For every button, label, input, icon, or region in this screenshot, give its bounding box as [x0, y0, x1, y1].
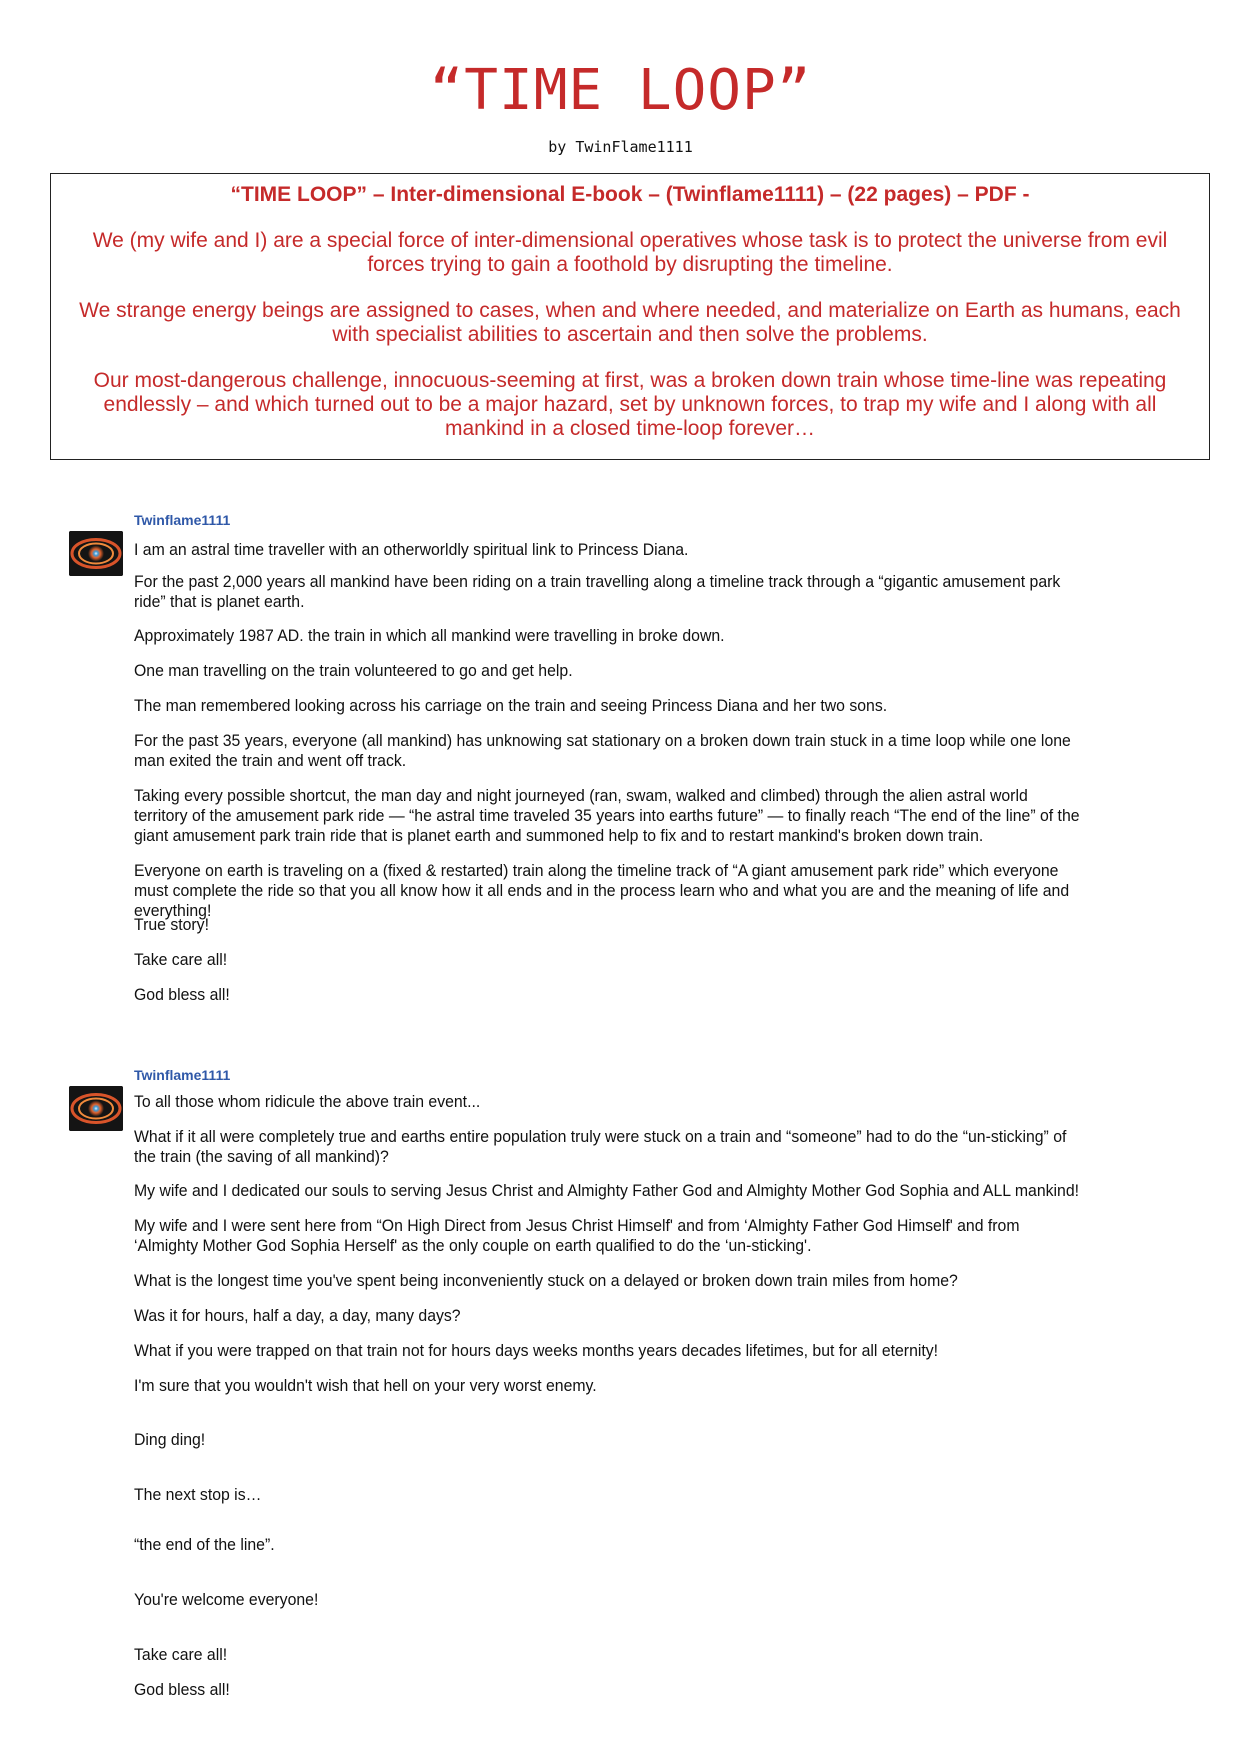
post-line: My wife and I dedicated our souls to serving Jesus Christ and Almighty Father God and Almighty Mother God Sophia and ALL mankind! [134, 1181, 1080, 1200]
post-line: Take care all! [134, 950, 228, 969]
post-line: Ding ding! [134, 1430, 206, 1449]
post-line: Taking every possible shortcut, the man day and night journeyed (ran, swam, walked and climbed) through the alien astral world territory of the amusement park ride — “he astral time traveled 35 years into earths future” — to finally reach “The end of the line” of the giant amusement park train ride that is planet earth and summoned help to fix and to restart mankind's broken down train. [134, 786, 1080, 845]
post-line: For the past 2,000 years all mankind have been riding on a train travelling along a timeline track through a “gigantic amusement park ride” that is planet earth. [134, 572, 1061, 611]
promo-heading: “TIME LOOP” – Inter-dimensional E-book – (Twinflame1111) – (22 pages) – PDF - [230, 183, 1030, 206]
post-line: Approximately 1987 AD. the train in which all mankind were travelling in broke down. [134, 626, 725, 645]
post-author[interactable]: Twinflame1111 [134, 512, 231, 528]
post-line: What if it all were completely true and earths entire population truly were stuck on a train and “someone” had to do the “un-sticking” of the train (the saving of all mankind)? [134, 1127, 1067, 1166]
post-author[interactable]: Twinflame1111 [134, 1067, 231, 1083]
nebula-avatar-icon[interactable] [69, 531, 123, 576]
post-line: To all those whom ridicule the above train event... [134, 1092, 481, 1111]
post-line: The man remembered looking across his carriage on the train and seeing Princess Diana and her two sons. [134, 696, 888, 715]
post-line: What if you were trapped on that train not for hours days weeks months years decades lifetimes, but for all eternity! [134, 1341, 939, 1360]
document-title: “TIME LOOP” [429, 58, 812, 123]
promo-paragraph: We (my wife and I) are a special force of inter-dimensional operatives whose task is to protect the universe from evil forces trying to gain a foothold by disrupting the timeline. [92, 229, 1168, 276]
post-line: True story! [134, 915, 209, 934]
post-line: You're welcome everyone! [134, 1590, 319, 1609]
post-line: What is the longest time you've spent being inconveniently stuck on a delayed or broken down train miles from home? [134, 1271, 958, 1290]
promo-paragraph: We strange energy beings are assigned to cases, when and where needed, and materialize on Earth as humans, each with specialist abilities to ascertain and then solve the problems. [79, 299, 1181, 346]
post-line: My wife and I were sent here from “On High Direct from Jesus Christ Himself' and from ‘Almighty Father God Himself' and from ‘Almighty Mother God Sophia Herself' as the only couple on earth qualified to do the ‘un-sticking'. [134, 1216, 1020, 1255]
post-line: Was it for hours, half a day, a day, many days? [134, 1306, 461, 1325]
post-line: I'm sure that you wouldn't wish that hell on your very worst enemy. [134, 1376, 597, 1395]
post-line: The next stop is… [134, 1485, 262, 1504]
nebula-avatar-icon[interactable] [69, 1086, 123, 1131]
promo-paragraph: Our most-dangerous challenge, innocuous-seeming at first, was a broken down train whose time-line was repeating endlessly – and which turned out to be a major hazard, set by unknown forces, to trap my wife and I along with all mankind in a closed time-loop forever… [93, 369, 1167, 440]
post-line: Everyone on earth is traveling on a (fixed & restarted) train along the timeline track of “A giant amusement park ride” which everyone must complete the ride so that you all know how it all ends and in the process learn who and what you are and the meaning of life and everything! [134, 861, 1070, 920]
post-line: God bless all! [134, 985, 230, 1004]
post-line: God bless all! [134, 1680, 230, 1699]
post-line: I am an astral time traveller with an otherworldly spiritual link to Princess Diana. [134, 540, 689, 559]
post-line: “the end of the line”. [134, 1535, 275, 1554]
post-line: For the past 35 years, everyone (all mankind) has unknowing sat stationary on a broken down train stuck in a time loop while one lone man exited the train and went off track. [134, 731, 1071, 770]
post-line: One man travelling on the train volunteered to go and get help. [134, 661, 573, 680]
post-line: Take care all! [134, 1645, 228, 1664]
byline: by TwinFlame1111 [548, 138, 693, 156]
ebook-promo-box [50, 173, 1210, 460]
